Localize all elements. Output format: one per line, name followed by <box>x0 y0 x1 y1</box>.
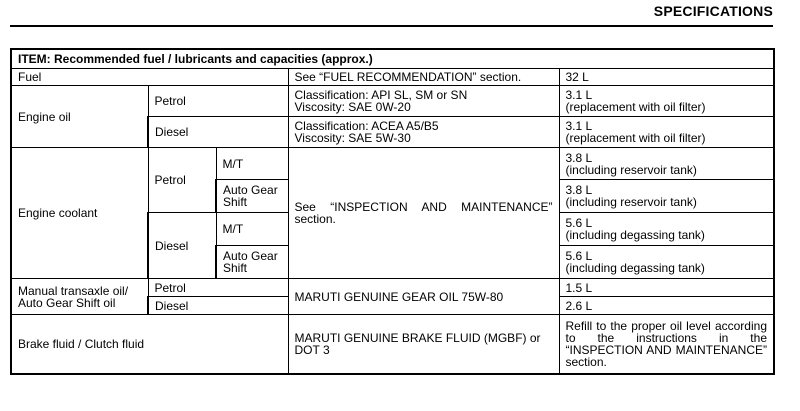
fuel-capacity: 32 L <box>559 69 774 86</box>
coolant-diesel-ags-label: Auto Gear Shift <box>216 246 288 279</box>
coolant-diesel-mt-capacity: 5.6 L (including degassing tank) <box>559 213 774 246</box>
fuel-label: Fuel <box>11 69 288 86</box>
engine-oil-label: Engine oil <box>11 86 148 148</box>
coolant-diesel-ags-capacity: 5.6 L (including degassing tank) <box>559 246 774 279</box>
table-row-fuel <box>11 69 774 86</box>
header-rule <box>10 25 773 27</box>
transaxle-spec: MARUTI GENUINE GEAR OIL 75W-80 <box>288 279 559 315</box>
coolant-petrol-mt-label: M/T <box>216 148 288 180</box>
engine-oil-petrol-label: Petrol <box>148 86 288 117</box>
coolant-diesel-label: Diesel <box>148 213 216 279</box>
table-row-brake <box>11 315 774 374</box>
coolant-diesel-mt-label: M/T <box>216 213 288 246</box>
coolant-petrol-ags-label: Auto Gear Shift <box>216 180 288 213</box>
engine-oil-petrol-capacity: 3.1 L (replacement with oil filter) <box>559 86 774 117</box>
engine-oil-diesel-spec: Classification: ACEA A5/B5 Viscosity: SAE 5W-30 <box>288 117 559 148</box>
transaxle-label: Manual transaxle oil/ Auto Gear Shift oil <box>11 279 148 315</box>
transaxle-diesel-capacity: 2.6 L <box>559 297 774 315</box>
table-row-transaxle-petrol <box>11 279 774 297</box>
engine-oil-diesel-capacity: 3.1 L (replacement with oil filter) <box>559 117 774 148</box>
engine-oil-diesel-label: Diesel <box>148 117 288 148</box>
coolant-petrol-label: Petrol <box>148 148 216 213</box>
coolant-petrol-mt-capacity: 3.8 L (including reservoir tank) <box>559 148 774 180</box>
engine-oil-petrol-spec: Classification: API SL, SM or SN Viscosity: SAE 0W-20 <box>288 86 559 117</box>
page-header-title: SPECIFICATIONS <box>653 3 773 19</box>
fuel-spec: See “FUEL RECOMMENDATION” section. <box>288 69 559 86</box>
spec-table <box>10 48 775 375</box>
table-title: ITEM: Recommended fuel / lubricants and capacities (approx.) <box>11 49 774 69</box>
transaxle-petrol-capacity: 1.5 L <box>559 279 774 297</box>
coolant-label: Engine coolant <box>11 148 148 279</box>
table-title-row <box>11 49 774 69</box>
table-row-coolant-petrol-mt <box>11 148 774 180</box>
transaxle-petrol-label: Petrol <box>148 279 288 297</box>
brake-capacity: Refill to the proper oil level according to the instructions in the “INSPECTION AND MAINTENANCE” section. <box>559 315 774 374</box>
brake-label: Brake fluid / Clutch fluid <box>11 315 288 374</box>
coolant-petrol-ags-capacity: 3.8 L (including reservoir tank) <box>559 180 774 213</box>
table-row-engine-oil-petrol <box>11 86 774 117</box>
brake-spec: MARUTI GENUINE BRAKE FLUID (MGBF) or DOT 3 <box>288 315 559 374</box>
coolant-spec: See “INSPECTION AND MAINTENANCE” section. <box>288 148 559 279</box>
transaxle-diesel-label: Diesel <box>148 297 288 315</box>
